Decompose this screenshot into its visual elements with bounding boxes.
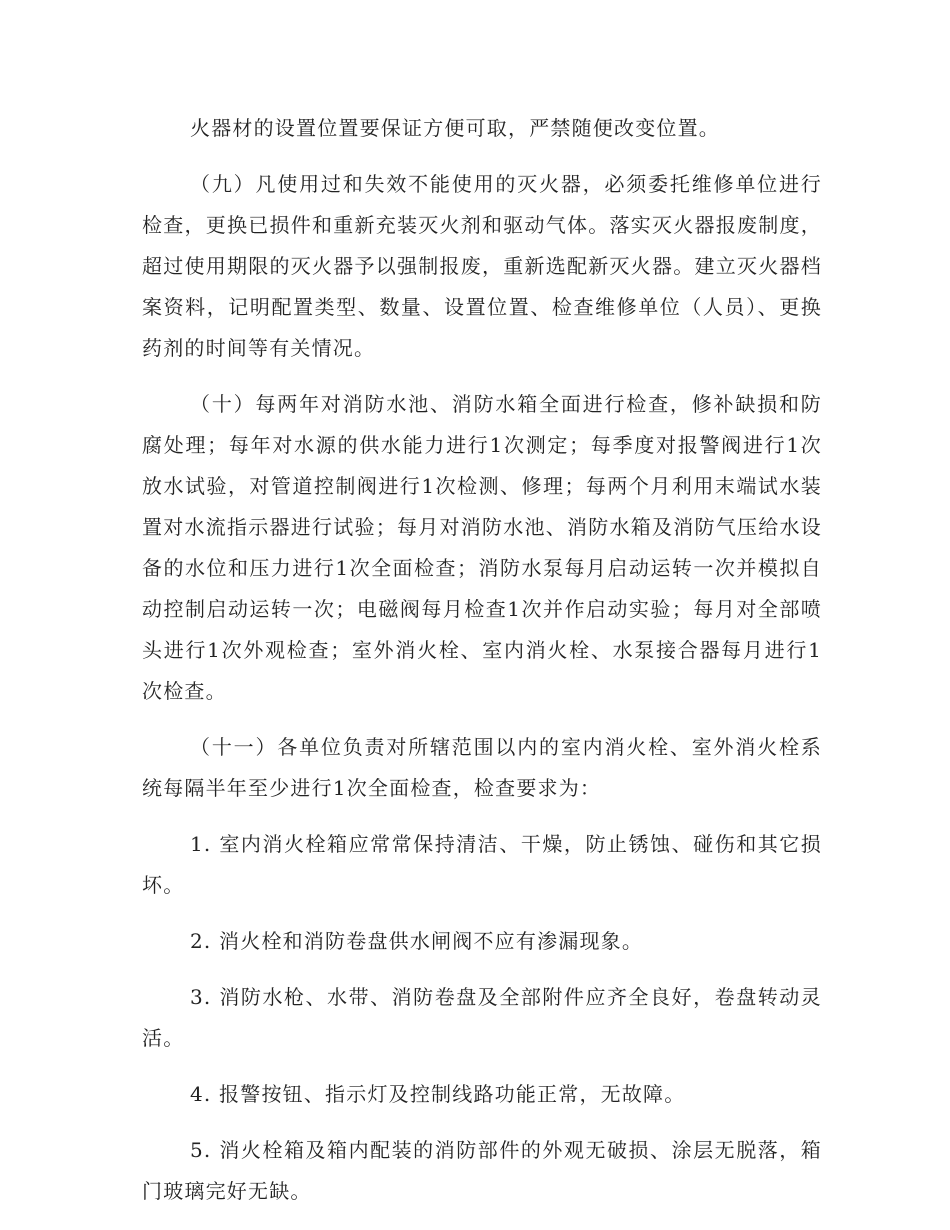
document-body xyxy=(142,108,822,1227)
paragraph-item-9: （九）凡使用过和失效不能使用的灭火器，必须委托维修单位进行检查，更换已损件和重新充装灭火剂和驱动气体。落实灭火器报废制度，超过使用期限的灭火器予以强制报废，重新选配新灭火器。建立灭火器档案资料，记明配置类型、数量、设置位置、检查维修单位（人员）、更换药剂的时间等有关情况。 xyxy=(142,172,822,360)
paragraph-item-10: （十）每两年对消防水池、消防水箱全面进行检查，修补缺损和防腐处理；每年对水源的供水能力进行1次测定；每季度对报警阀进行1次放水试验，对管道控制阀进行1次检测、修理；每两个月利用末端试水装置对水流指示器进行试验；每月对消防水池、消防水箱及消防气压给水设备的水位和压力进行1次全面检查；消防水泵每月启动运转一次并模拟自动控制启动运转一次；电磁阀每月检查1次并作启动实验；每月对全部喷头进行1次外观检查；室外消火栓、室内消火栓、水泵接合器每月进行1次检查。 xyxy=(142,392,822,703)
list-item-1: 1. 室内消火栓箱应常常保持清洁、干燥，防止锈蚀、碰伤和其它损坏。 xyxy=(142,832,822,897)
list-item-2: 2. 消火栓和消防卷盘供水闸阀不应有渗漏现象。 xyxy=(190,929,644,953)
list-item-5: 5. 消火栓箱及箱内配装的消防部件的外观无破损、涂层无脱落，箱门玻璃完好无缺。 xyxy=(142,1138,822,1203)
list-item-4: 4. 报警按钮、指示灯及控制线路功能正常，无故障。 xyxy=(190,1082,686,1106)
paragraph-continuation: 火器材的设置位置要保证方便可取，严禁随便改变位置。 xyxy=(190,116,720,140)
list-item-3: 3. 消防水枪、水带、消防卷盘及全部附件应齐全良好，卷盘转动灵活。 xyxy=(142,985,822,1050)
paragraph-item-11: （十一）各单位负责对所辖范围以内的室内消火栓、室外消火栓系统每隔半年至少进行1次全面检查，检查要求为： xyxy=(142,735,822,800)
